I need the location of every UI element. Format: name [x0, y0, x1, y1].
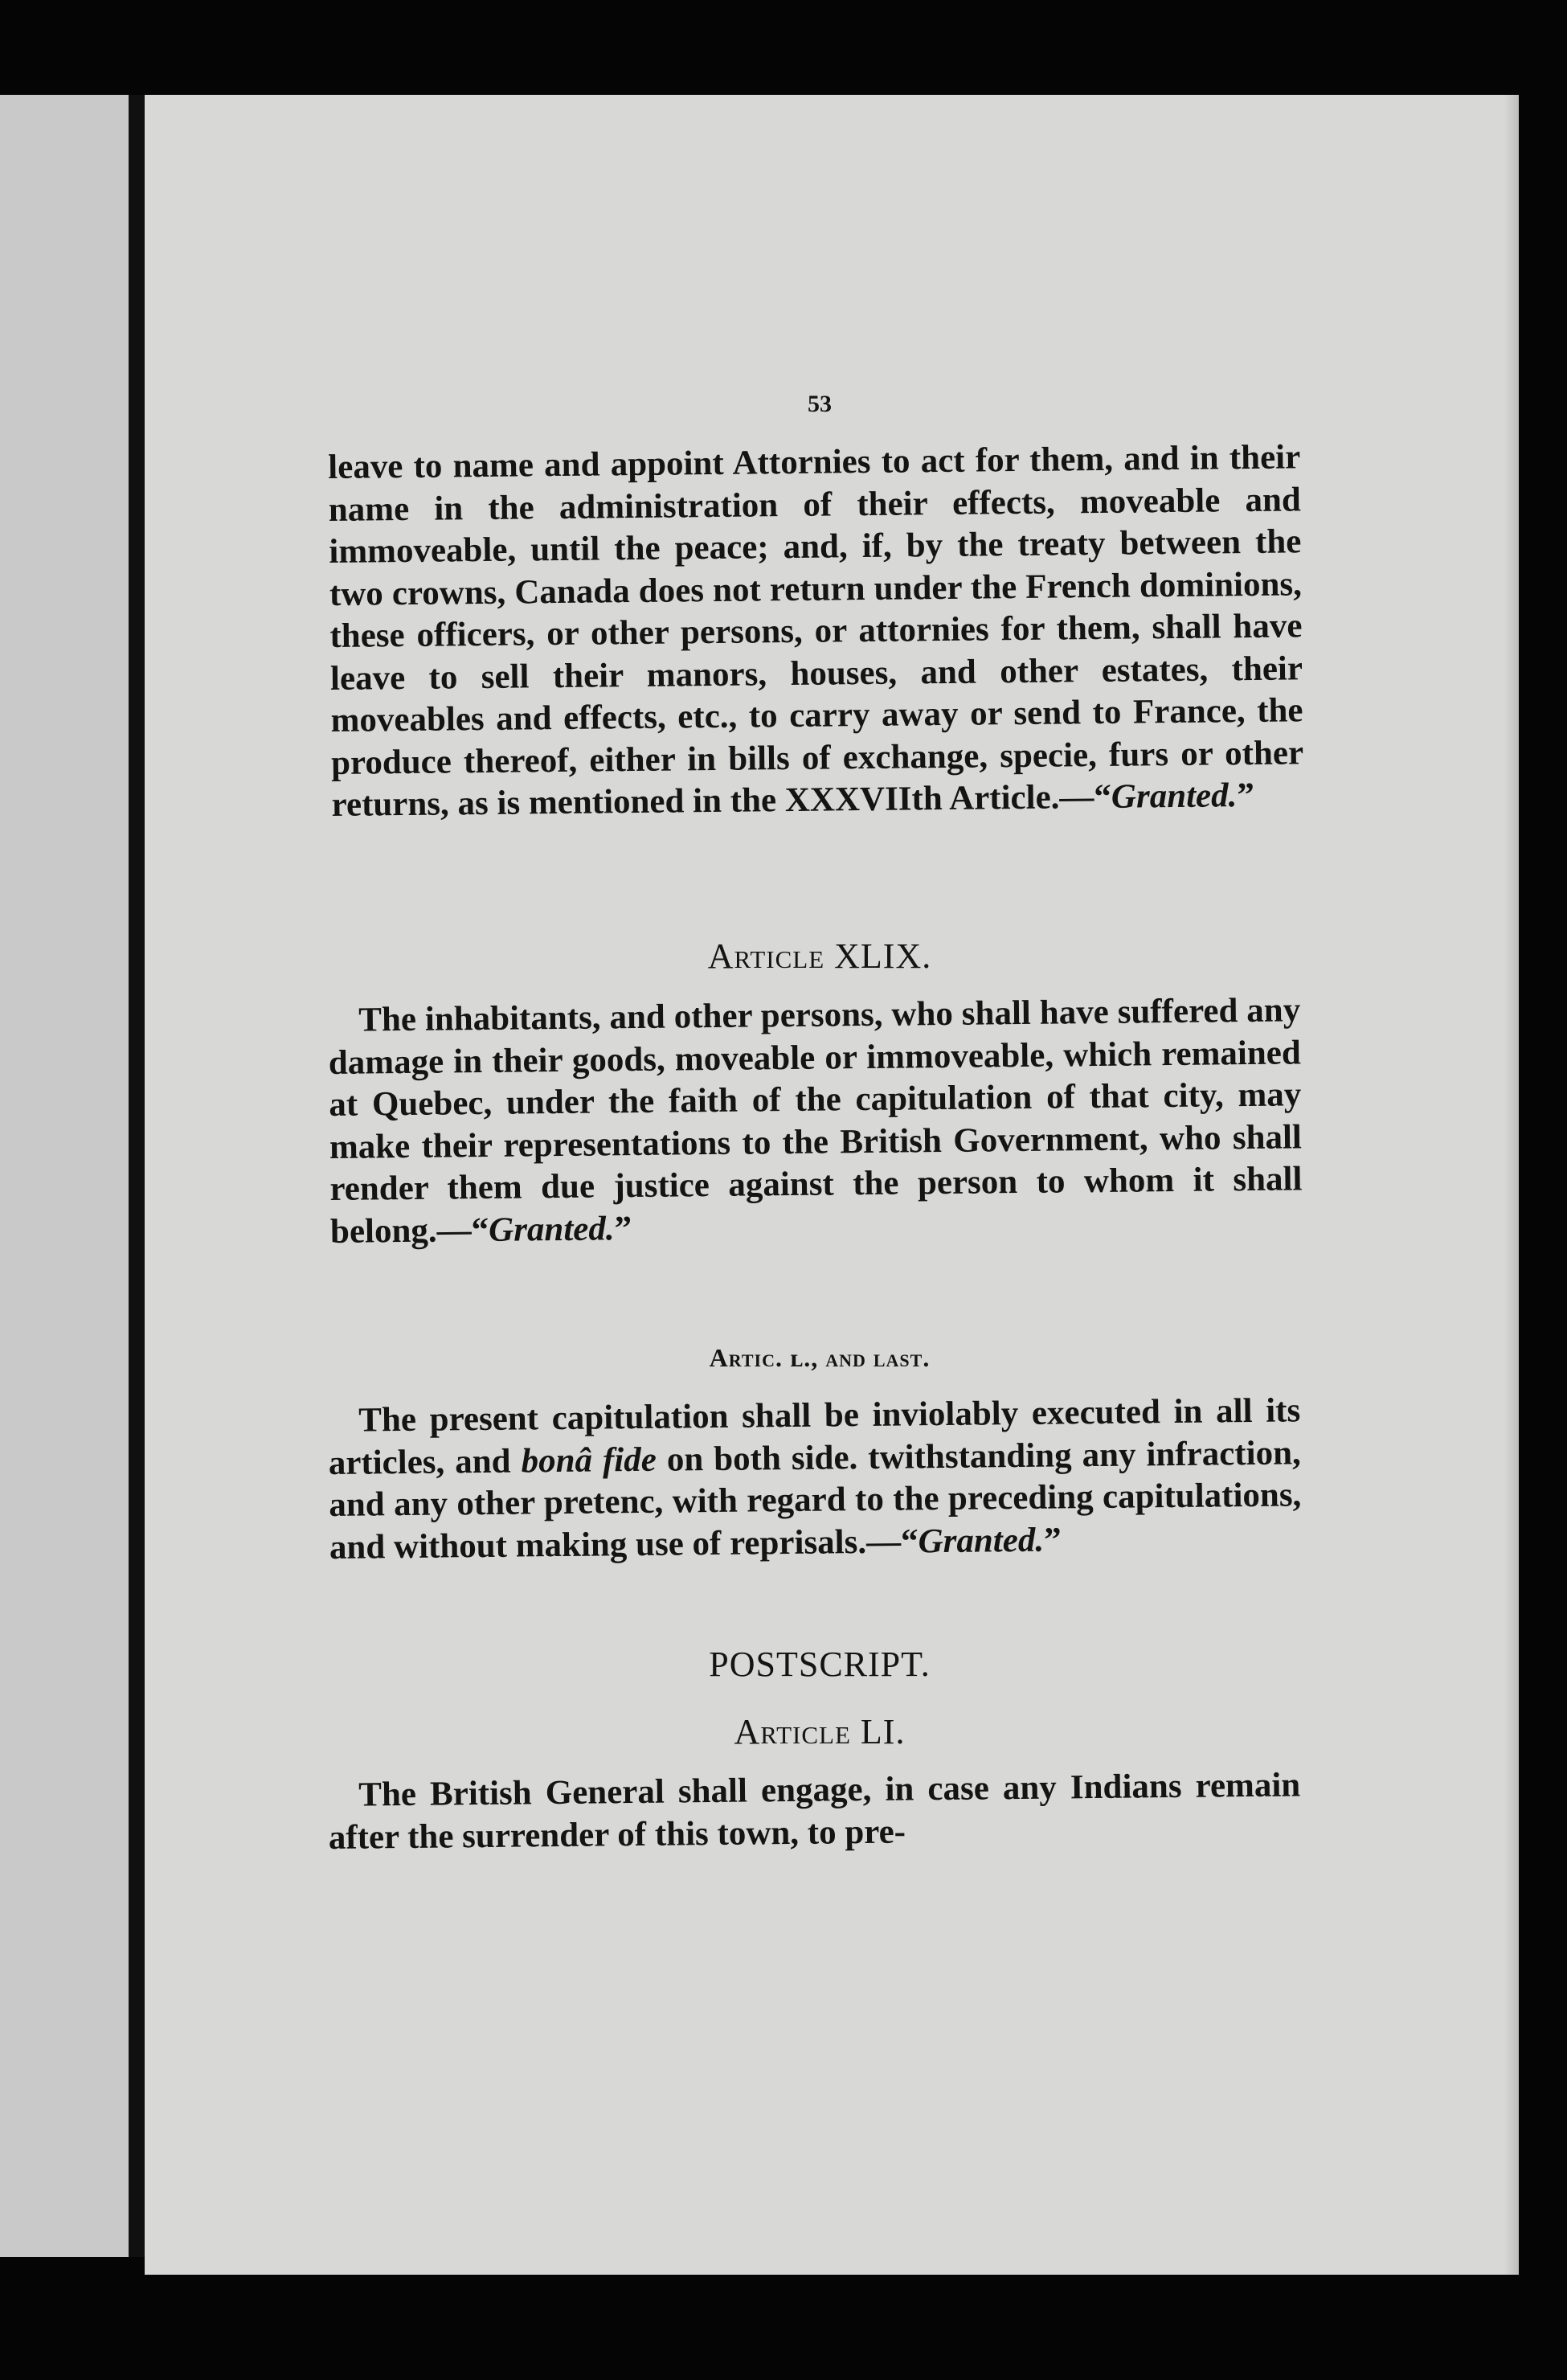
paragraph-article-li: [328, 1764, 1301, 1859]
paragraph-text-rest: on both side. twithstanding any infraction, and any other pretenc, with regard to the preceding capitulations, and without making use of reprisals.—“: [329, 1433, 1302, 1567]
closing-quote: ”: [1043, 1520, 1062, 1559]
page-number: 53: [808, 391, 832, 417]
italic-phrase: bonâ fide: [521, 1440, 657, 1480]
paragraph-article-xlix: [328, 989, 1303, 1253]
closing-quote: ”: [614, 1209, 632, 1247]
book-page: [145, 95, 1519, 2275]
facing-page-edge: [0, 95, 129, 2257]
paragraph-continued: [328, 436, 1304, 826]
paragraph-text: The inhabitants, and other persons, who shall have suffered any damage in their goods, moveable or immoveable, which remained at Quebec, under the faith of the capitulation of that city, may make their representations to the British Government, who shall render them due justice against the person to whom it shall belong.—“: [328, 991, 1303, 1251]
granted-text: Granted.: [1111, 776, 1238, 816]
granted-text: Granted.: [488, 1209, 615, 1249]
paragraph-text: leave to name and appoint Attornies to act for them, and in their name in the administration of their effects, moveable and immoveable, until the peace; and, if, by the treaty between the two crowns, Canada does not return under the French dominions, these officers, or other persons, or attornies for them, shall have leave to sell their manors, houses, and other estates, their moveables and effects, etc., to carry away or send to France, the produce thereof, either in bills of exchange, specie, furs or other returns, as is mentioned in the XXXVIIth Article.—“: [328, 438, 1304, 824]
postscript-heading: POSTSCRIPT.: [709, 1645, 931, 1684]
granted-text: Granted.: [918, 1521, 1045, 1560]
article-heading-l: Artic. ʟ., and last.: [709, 1343, 931, 1372]
paragraph-text: The British General shall engage, in case any Indians remain after the surrender of this town, to pre-: [328, 1766, 1301, 1857]
paragraph-text: The present capitulation shall be inviolably executed in all its articles, and: [328, 1391, 1301, 1482]
article-heading-li: Article LI.: [734, 1712, 906, 1751]
paragraph-article-l: [328, 1390, 1302, 1569]
book-gutter: [129, 95, 145, 2257]
article-heading-xlix: Article XLIX.: [707, 936, 932, 976]
closing-quote: ”: [1237, 776, 1255, 815]
